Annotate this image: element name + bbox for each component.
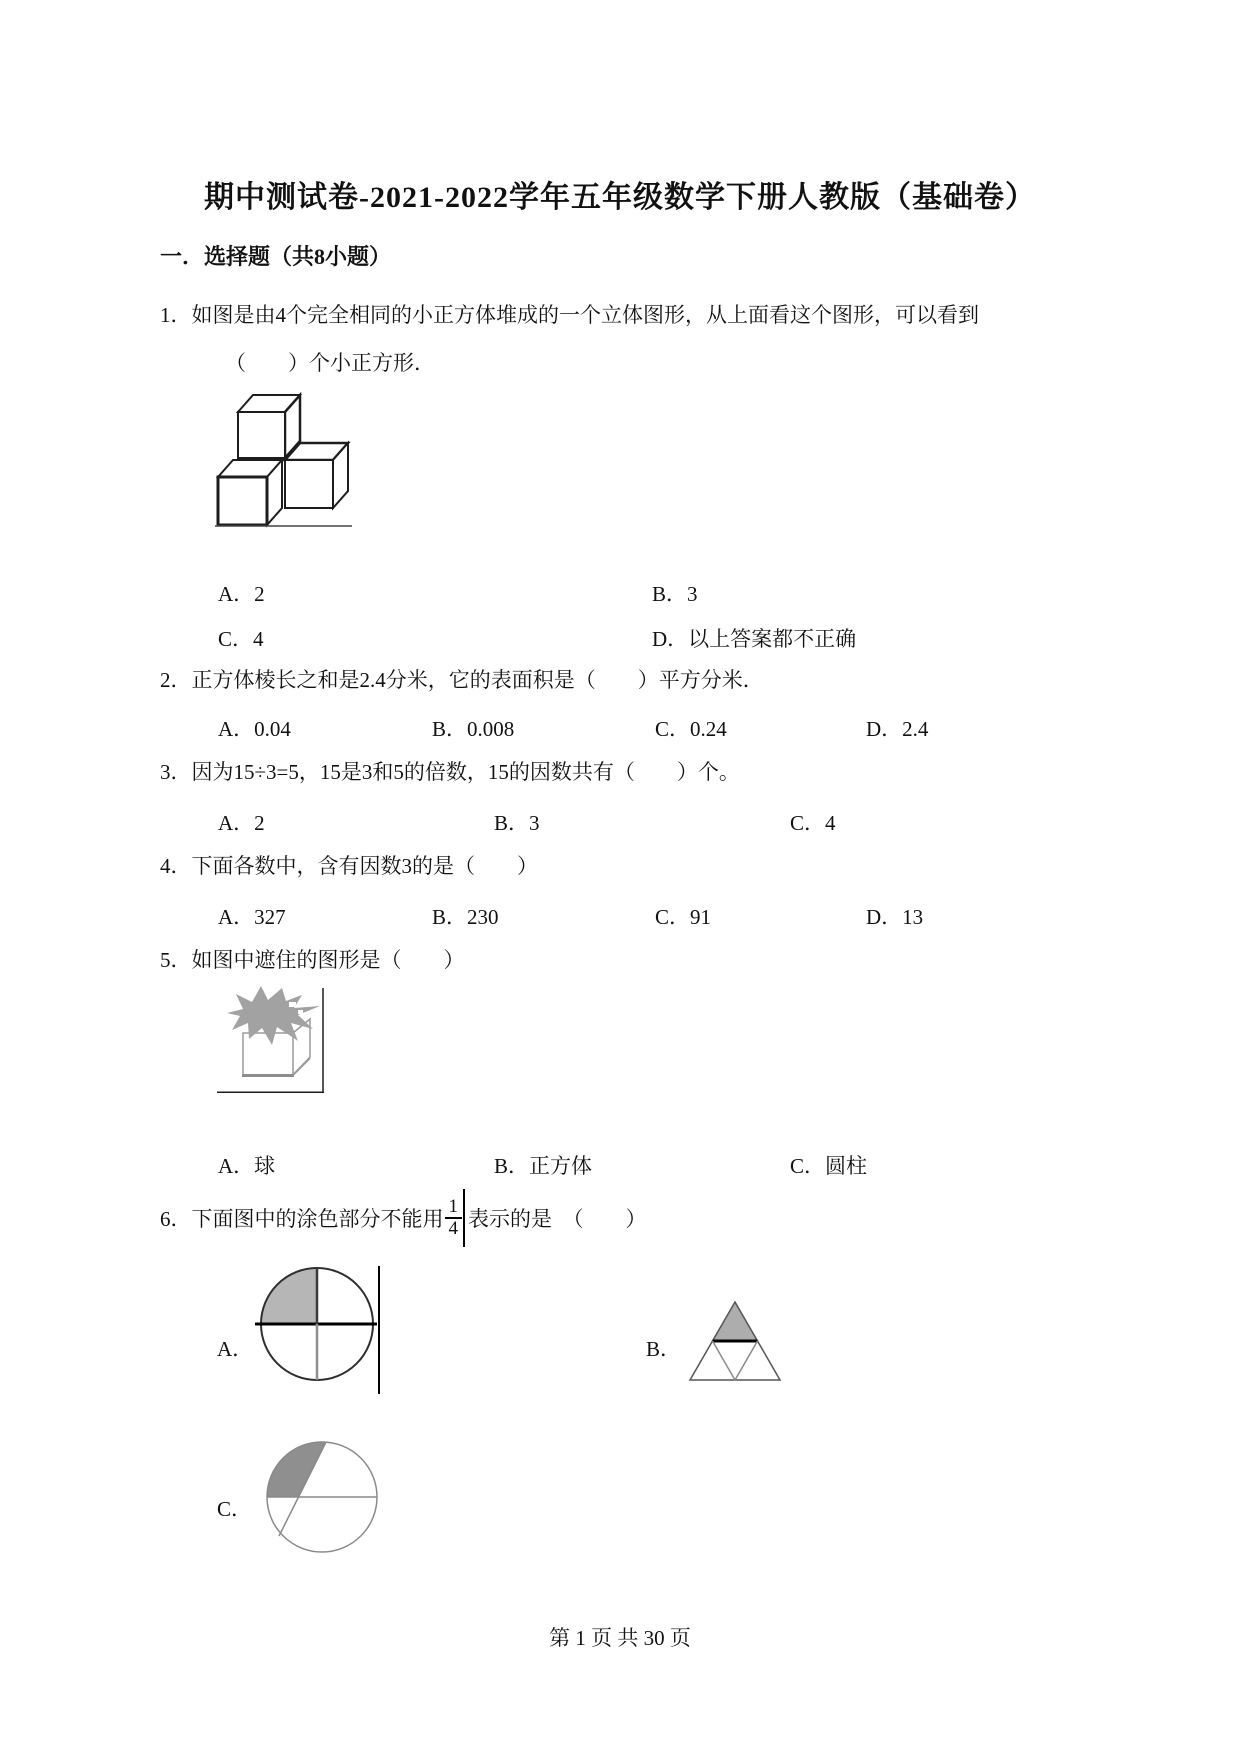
starburst-cover <box>227 986 320 1045</box>
q1-option-a: A．2 <box>218 582 265 606</box>
quarter-shaded-circle-drawing <box>250 1260 390 1400</box>
star-highlight-2 <box>298 1010 303 1014</box>
q6-label-a: A． <box>217 1337 254 1361</box>
shaded-sector <box>267 1442 326 1497</box>
q3-option-a: A．2 <box>218 811 265 835</box>
question-2-text: 2．正方体棱长之和是2.4分米，它的表面积是（ ）平方分米． <box>160 668 764 692</box>
question-3-text: 3．因为15÷3=5，15是3和5的倍数，15的因数共有（ ）个。 <box>160 760 740 784</box>
q1-option-b: B．3 <box>652 582 698 606</box>
q1-cubes-figure <box>205 385 360 533</box>
q6-figure-c <box>262 1438 387 1558</box>
q1-option-d: D．以上答案都不正确 <box>652 627 857 651</box>
q2-option-c: C．0.24 <box>655 717 727 741</box>
q6-label-b: B． <box>646 1337 682 1361</box>
four-cubes-drawing <box>205 385 360 533</box>
box-bottom-right-edge <box>293 1058 310 1075</box>
q5-option-c: C．圆柱 <box>790 1154 868 1178</box>
question-1-line-1: 1．如图是由4个完全相同的小正方体堆成的一个立体图形，从上面看这个图形，可以看到 <box>160 303 979 327</box>
q5-option-a: A．球 <box>218 1154 276 1178</box>
q5-option-b: B．正方体 <box>494 1154 593 1178</box>
q6-text-after-fraction: 表示的是 （ ） <box>468 1207 647 1231</box>
q4-option-a: A．327 <box>218 905 286 929</box>
q6-figure-b <box>683 1295 788 1387</box>
q2-option-a: A．0.04 <box>218 717 291 741</box>
question-1-line-2: （ ）个小正方形． <box>225 351 435 375</box>
inner-line-left <box>713 1341 736 1380</box>
inner-line-right <box>735 1341 758 1380</box>
q6-fraction-one-fourth <box>445 1197 463 1239</box>
q4-option-c: C．91 <box>655 905 712 929</box>
question-6-text <box>160 1186 647 1250</box>
star-highlight-1 <box>289 1002 296 1007</box>
footer-page-number: 第 1 页 共 30 页 <box>549 1626 691 1650</box>
q2-option-d: D．2.4 <box>866 717 929 741</box>
quarter-shaded-triangle-drawing <box>683 1295 788 1387</box>
text-cursor-bar <box>463 1189 465 1247</box>
cube-covered-by-star-drawing <box>205 985 330 1097</box>
q4-option-b: B．230 <box>432 905 499 929</box>
q4-option-d: D．13 <box>866 905 924 929</box>
question-5-text: 5．如图中遮住的图形是（ ） <box>160 948 465 972</box>
sector-shaded-circle-drawing <box>262 1438 387 1558</box>
box-front-face <box>243 1033 293 1075</box>
q1-option-c: C．4 <box>218 627 264 651</box>
q5-hidden-shape-figure <box>205 985 330 1097</box>
fraction-numerator: 1 <box>448 1196 458 1217</box>
q6-text-before-fraction: 6．下面图中的涂色部分不能用 <box>160 1207 444 1231</box>
q3-option-b: B．3 <box>494 811 540 835</box>
q2-option-b: B．0.008 <box>432 717 515 741</box>
question-4-text: 4．下面各数中，含有因数3的是（ ） <box>160 854 538 878</box>
page-title: 期中测试卷-2021-2022学年五年级数学下册人教版（基础卷） <box>204 181 1036 214</box>
fraction-denominator: 4 <box>445 1217 463 1239</box>
q6-figure-a <box>250 1260 390 1400</box>
section-heading: 一．选择题（共8小题） <box>160 244 392 269</box>
shaded-top-triangle <box>713 1302 758 1341</box>
q3-option-c: C．4 <box>790 811 836 835</box>
q6-label-c: C． <box>217 1497 253 1521</box>
